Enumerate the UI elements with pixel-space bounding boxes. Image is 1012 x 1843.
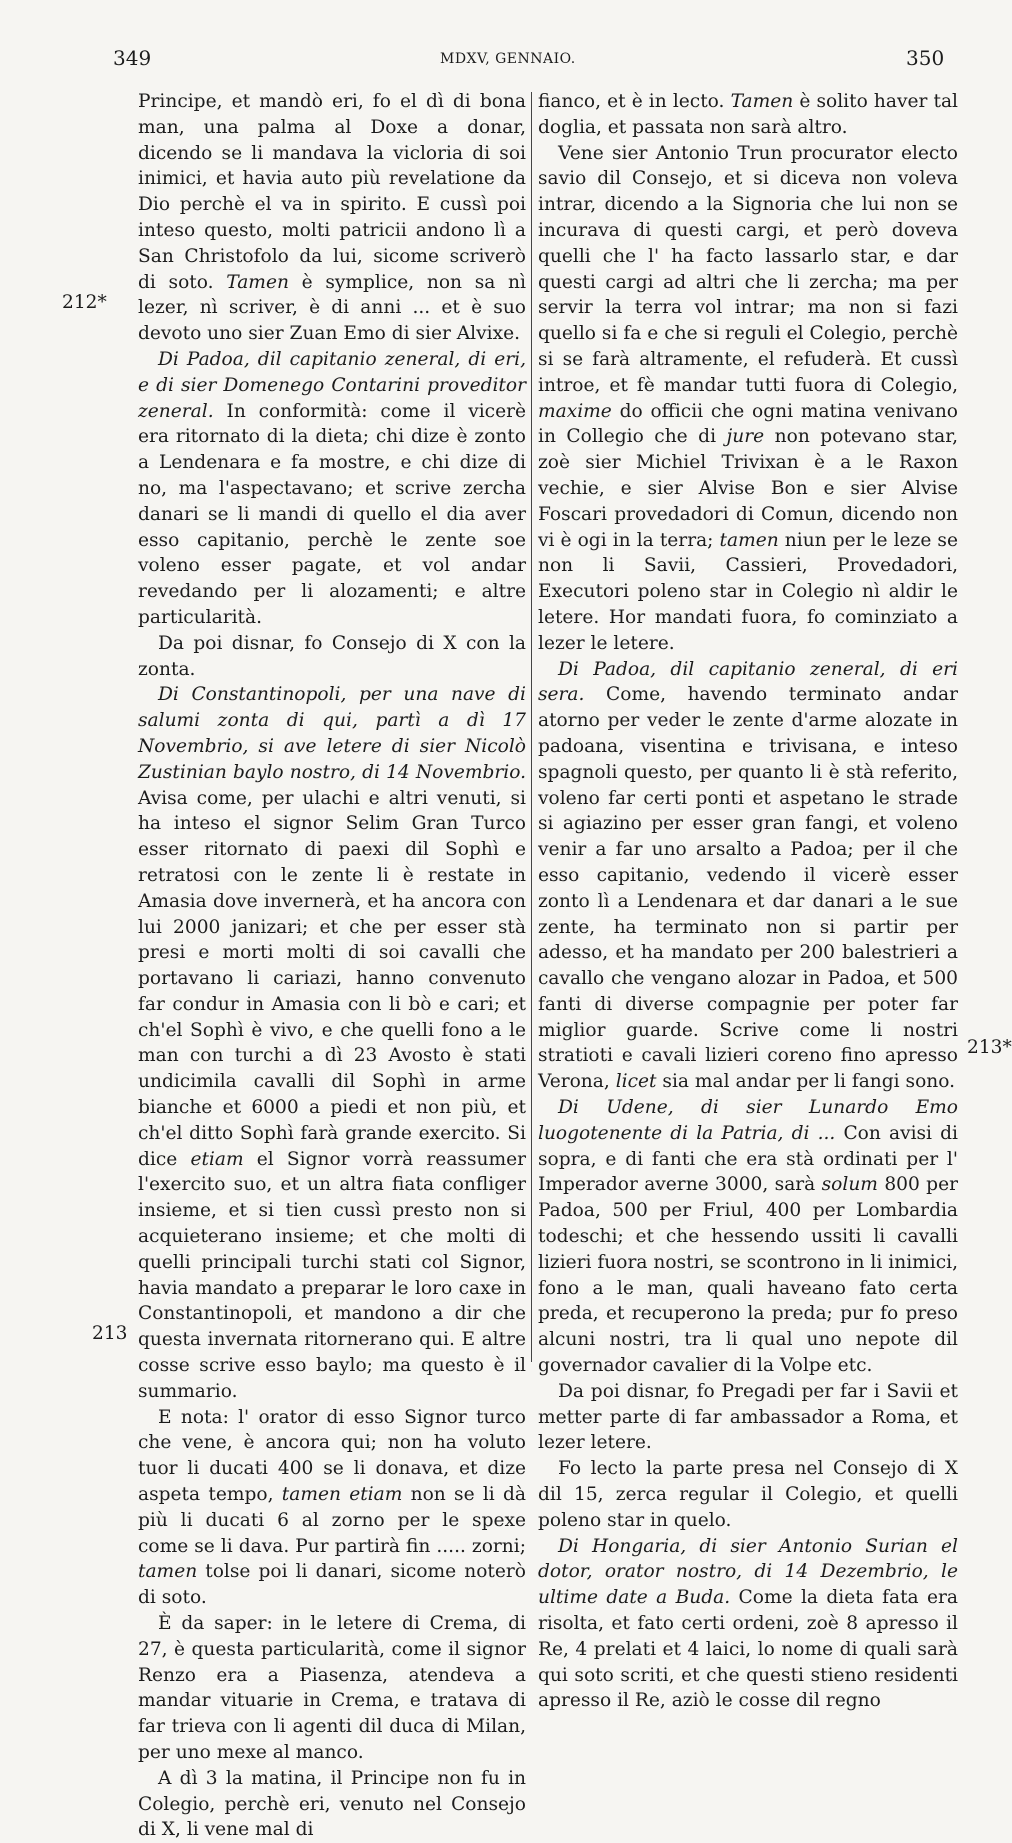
paragraph: Da poi disnar, fo Consejo di X con la zonta. xyxy=(138,632,526,680)
page-number-left: 349 xyxy=(113,46,152,70)
right-column xyxy=(538,89,958,1714)
left-column xyxy=(138,89,526,1843)
page-number-right: 350 xyxy=(906,46,945,70)
paragraph: Di Udene, di sier Lunardo Emo luogotenente di la Patria, di ... Con avisi di sopra, e di fanti che era stà ordinati per l' Imperador averne 3000, sarà solum 800 per Padoa, 500 per Friul, 400 per Lombardia todeschi; et che hessendo ussiti li cavalli lizieri fuora nostri, se scontrono in li inimici, fono a le man, quali haveano fato certa preda, et recuperono la preda; pur fo preso alcuni nostri, tra li qual uno nepote dil governador cavalier di la Volpe etc. xyxy=(538,1097,958,1377)
paragraph: Principe, et mandò eri, fo el dì di bona man, una palma al Doxe a donar, dicendo se li mandava la vicloria di soi inimici, et havia auto più revelatione da Dio perchè el va in spirito. E cussì poi inteso questo, molti patricii andono lì a San Christofolo da lui, sicome scriverò di soto. Tamen è symplice, non sa nì lezer, nì scriver, è di anni ... et è suo devoto uno sier Zuan Emo di sier Alvixe. xyxy=(138,91,526,345)
paragraph: fianco, et è in lecto. Tamen è solito haver tal doglia, et passata non sarà altro. xyxy=(538,91,958,138)
paragraph: È da saper: in le letere di Crema, di 27, è questa particularità, come il signor Renzo era a Piasenza, atendeva a mandar vituarie in Crema, e tratava di far trieva con li agenti dil duca di Milan, per uno mexe al manco. xyxy=(138,1613,526,1763)
paragraph: E nota: l' orator di esso Signor turco che vene, è ancora qui; non ha voluto tuor li ducati 400 se li donava, et dize aspeta tempo, tamen etiam non se li dà più li ducati 6 al zorno per le spexe come se li dava. Pur partirà fin ..... zorni; tamen tolse poi li danari, sicome noterò di soto. xyxy=(138,1406,526,1609)
column-divider xyxy=(531,92,532,1362)
paragraph: Di Hongaria, di sier Antonio Surian el dotor, orator nostro, di 14 Dezembrio, le ultime date a Buda. Come la dieta fata era risolta, et fato certi ordeni, zoè 8 apresso il Re, 4 prelati et 4 laici, lo nome di quali sarà qui soto scriti, et che questi stieno residenti apresso il Re, aziò le cosse dil regno xyxy=(538,1535,958,1712)
paragraph: Di Constantinopoli, per una nave di salumi zonta di qui, partì a dì 17 Novembrio, si ave letere di sier Nicolò Zustinian baylo nostro, di 14 Novembrio. Avisa come, per ulachi e altri venuti, si ha inteso el signor Selim Gran Turco esser ritornato di paexi dil Sophì e retratosi con le zente li è restate in Amasia dove invernerà, et ha ancora con lui 2000 janizari; et che per esser stà presi e morti molti di soi cavalli che portavano li cariazi, hanno convenuto far condur in Amasia con li bò e cari; et ch'el Sophì è vivo, e che quelli fono a le man con turchi a dì 23 Avosto è stati undicimila cavalli dil Sophì in arme bianche et 6000 a piedi et non più, et ch'el ditto Sophì farà grande exercito. Si dice etiam el Signor vorrà reassumer l'exercito suo, et un altra fiata confliger insieme, et si tien cussì presto non si acquieterano insieme; et che molti di quelli principali turchi stati col Signor, havia mandato a preparar le loro caxe in Constantinopoli, et mandono a dir che questa invernata ritornerano qui. E altre cosse scrive esso baylo; ma questo è il summario. xyxy=(138,684,526,1402)
margin-number-212: 212* xyxy=(62,292,107,313)
margin-number-213-left: 213 xyxy=(92,1323,128,1344)
paragraph: Di Padoa, dil capitanio zeneral, di eri sera. Come, havendo terminato andar atorno per veder le zente d'arme alozate in padoana, visentina e trivisana, e inteso spagnoli questo, per quanto li è stà referito, voleno far certi ponti et aspetano le strade si agiazino per esser gran fangi, et voleno venir a far uno arsalto a Padoa; per il che esso capitanio, vedendo il vicerè esser zonto lì a Lendenara et dar danari a le sue zente, ha terminato non si partir per adesso, et ha mandato per 200 balestrieri a cavallo che vengano alozar in Padoa, et 500 fanti di diverse compagnie per poter far miglior guarde. Scrive come li nostri stratioti e cavali lizieri coreno fino apresso Verona, licet sia mal andar per li fangi sono. xyxy=(538,658,958,1093)
paragraph: Fo lecto la parte presa nel Consejo di X dil 15, zerca regular il Colegio, et quelli poleno star in quelo. xyxy=(538,1458,958,1531)
paragraph: A dì 3 la matina, il Principe non fu in Colegio, perchè eri, venuto nel Consejo di X, li vene mal di xyxy=(138,1767,526,1841)
margin-number-213-right: 213* xyxy=(967,1037,1012,1058)
paragraph: Vene sier Antonio Trun procurator electo savio dil Consejo, et si diceva non voleva intrar, dicendo a la Signoria che lui non se incurava di questi cargi, et però doveva quelli che l' ha facto lassarlo star, e dar questi cargi ad altri che li zercha; ma per servir la terra vol intrar; ma non si fazi quello si fa e che si reguli el Colegio, perchè si se farà altramente, el refuderà. Et cussì introe, et fè mandar tutti fuora di Colegio, maxime do officii che ogni matina venivano in Collegio che di jure non potevano star, zoè sier Michiel Trivixan è a le Raxon vechie, e sier Alvise Bon e sier Alvise Foscari provedadori di Comun, dicendo non vi è ogi in la terra; tamen niun per le leze se non li Savii, Cassieri, Provedadori, Executori poleno star in Colegio nì aldir le letere. Hor mandati fuora, fo cominziato a lezer le letere. xyxy=(538,142,958,654)
paragraph: Di Padoa, dil capitanio zeneral, di eri, e di sier Domenego Contarini proveditor zeneral. In conformità: come il vicerè era ritornato di la dieta; chi dize è zonto a Lendenara e fa mostre, e chi dize di no, ma l'aspectavano; et scrive zercha danari se li mandi di quello el dia aver esso capitanio, perchè le zente soe voleno esser pagate, et vol andar revedando per li alozamenti; e altre particularità. xyxy=(138,348,526,628)
running-title: MDXV, GENNAIO. xyxy=(440,51,576,67)
paragraph: Da poi disnar, fo Pregadi per far i Savii et metter parte di far ambassador a Roma, et lezer letere. xyxy=(538,1380,958,1454)
